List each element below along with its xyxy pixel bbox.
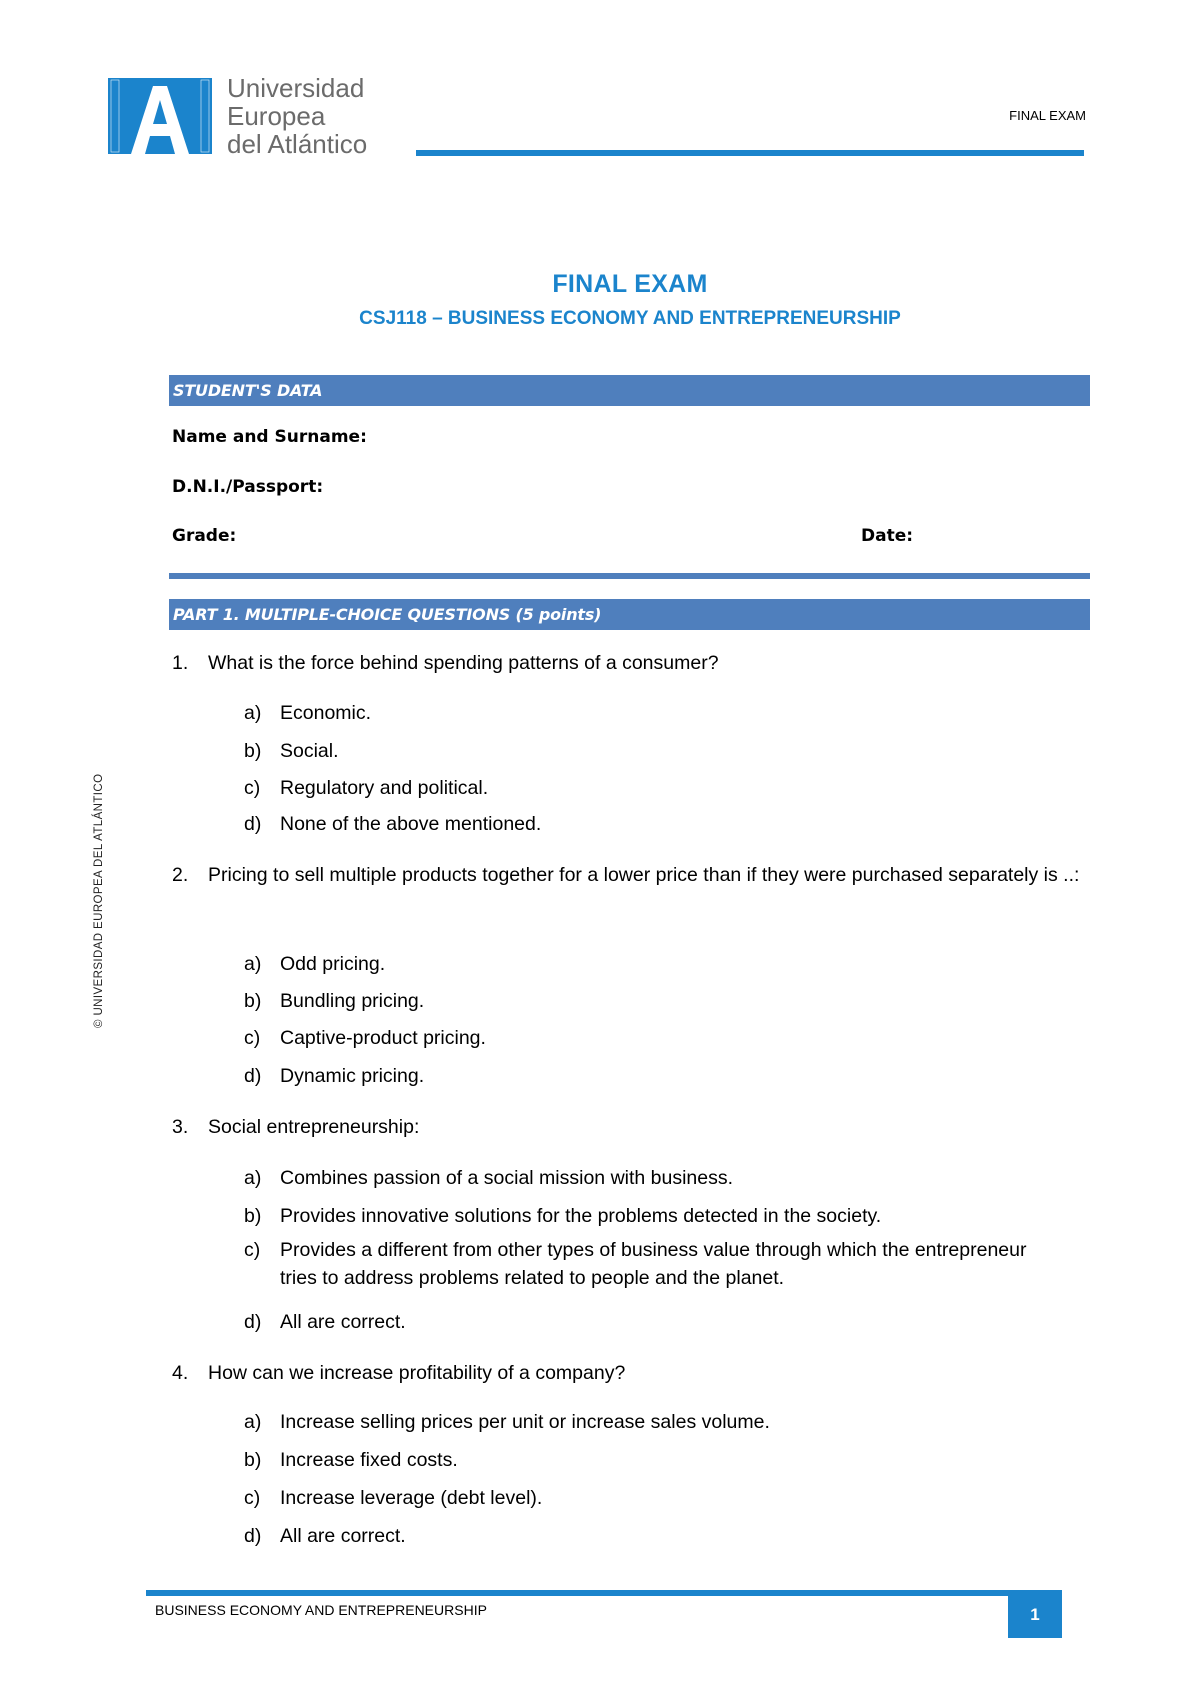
option-text: Provides innovative solutions for the problems detected in the society. (280, 1205, 882, 1227)
option-text: Provides a different from other types of business value through which the entrepreneur tries to address problems related to people and the planet. (280, 1239, 1027, 1289)
question-text: What is the force behind spending patterns of a consumer? (208, 652, 719, 674)
logo-a-icon (108, 78, 212, 154)
option-text: Increase fixed costs. (280, 1449, 458, 1471)
student-data-divider (169, 573, 1090, 579)
option-letter: d) (244, 813, 262, 835)
page-number: 1 (1008, 1592, 1062, 1638)
option-text: Dynamic pricing. (280, 1065, 425, 1087)
option-letter: d) (244, 1065, 262, 1087)
footer-course-name: BUSINESS ECONOMY AND ENTREPRENEURSHIP (155, 1602, 487, 1618)
page-subtitle: CSJ118 – BUSINESS ECONOMY AND ENTREPRENEURSHIP (359, 308, 901, 329)
university-logo-mark (108, 78, 212, 154)
option-letter: a) (244, 702, 262, 724)
option-text: Increase selling prices per unit or increase sales volume. (280, 1411, 770, 1433)
student-data-bar: STUDENT'S DATA (169, 375, 1090, 406)
option-letter: d) (244, 1311, 262, 1333)
option-letter: b) (244, 1449, 262, 1471)
option-letter: a) (244, 1167, 262, 1189)
logo-name-line-1: Universidad (227, 73, 365, 103)
option-letter: c) (244, 1239, 261, 1261)
name-surname-label: Name and Surname: (172, 427, 367, 447)
id-passport-label: D.N.I./Passport: (172, 477, 324, 497)
option-text: Social. (280, 740, 339, 762)
option-text: All are correct. (280, 1525, 406, 1547)
option-letter: c) (244, 777, 261, 799)
question-number: 3. (172, 1116, 189, 1138)
footer-rule (146, 1590, 1062, 1596)
option-text: Odd pricing. (280, 953, 386, 975)
question-number: 4. (172, 1362, 189, 1384)
page-title: FINAL EXAM (552, 270, 708, 298)
option-text: Economic. (280, 702, 372, 724)
logo-name-line-3: del Atlántico (227, 129, 368, 159)
question-text: Social entrepreneurship: (208, 1116, 420, 1138)
header-rule (416, 150, 1084, 156)
option-letter: d) (244, 1525, 262, 1547)
option-letter: a) (244, 953, 262, 975)
option-letter: a) (244, 1411, 262, 1433)
part1-bar: PART 1. MULTIPLE-CHOICE QUESTIONS (5 points) (169, 599, 1090, 630)
option-text: None of the above mentioned. (280, 813, 542, 835)
logo-name-line-2: Europea (227, 101, 326, 131)
option-text: Combines passion of a social mission with business. (280, 1167, 734, 1189)
question-text: Pricing to sell multiple products together for a lower price than if they were purchased separately is ..: (208, 864, 1080, 886)
option-letter: c) (244, 1027, 261, 1049)
option-text: All are correct. (280, 1311, 406, 1333)
option-letter: b) (244, 1205, 262, 1227)
question-number: 1. (172, 652, 189, 674)
header-label: FINAL EXAM (1009, 108, 1086, 123)
grade-label: Grade: (172, 526, 237, 546)
question-text: How can we increase profitability of a company? (208, 1362, 626, 1384)
option-text: Bundling pricing. (280, 990, 425, 1012)
copyright-side-note: © UNIVERSIDAD EUROPEA DEL ATLÁNTICO (93, 773, 105, 1028)
option-text: Regulatory and political. (280, 777, 489, 799)
question-number: 2. (172, 864, 189, 886)
option-text: Increase leverage (debt level). (280, 1487, 543, 1509)
option-letter: b) (244, 990, 262, 1012)
option-letter: c) (244, 1487, 261, 1509)
option-text: Captive-product pricing. (280, 1027, 486, 1049)
date-label: Date: (861, 526, 914, 546)
option-letter: b) (244, 740, 262, 762)
